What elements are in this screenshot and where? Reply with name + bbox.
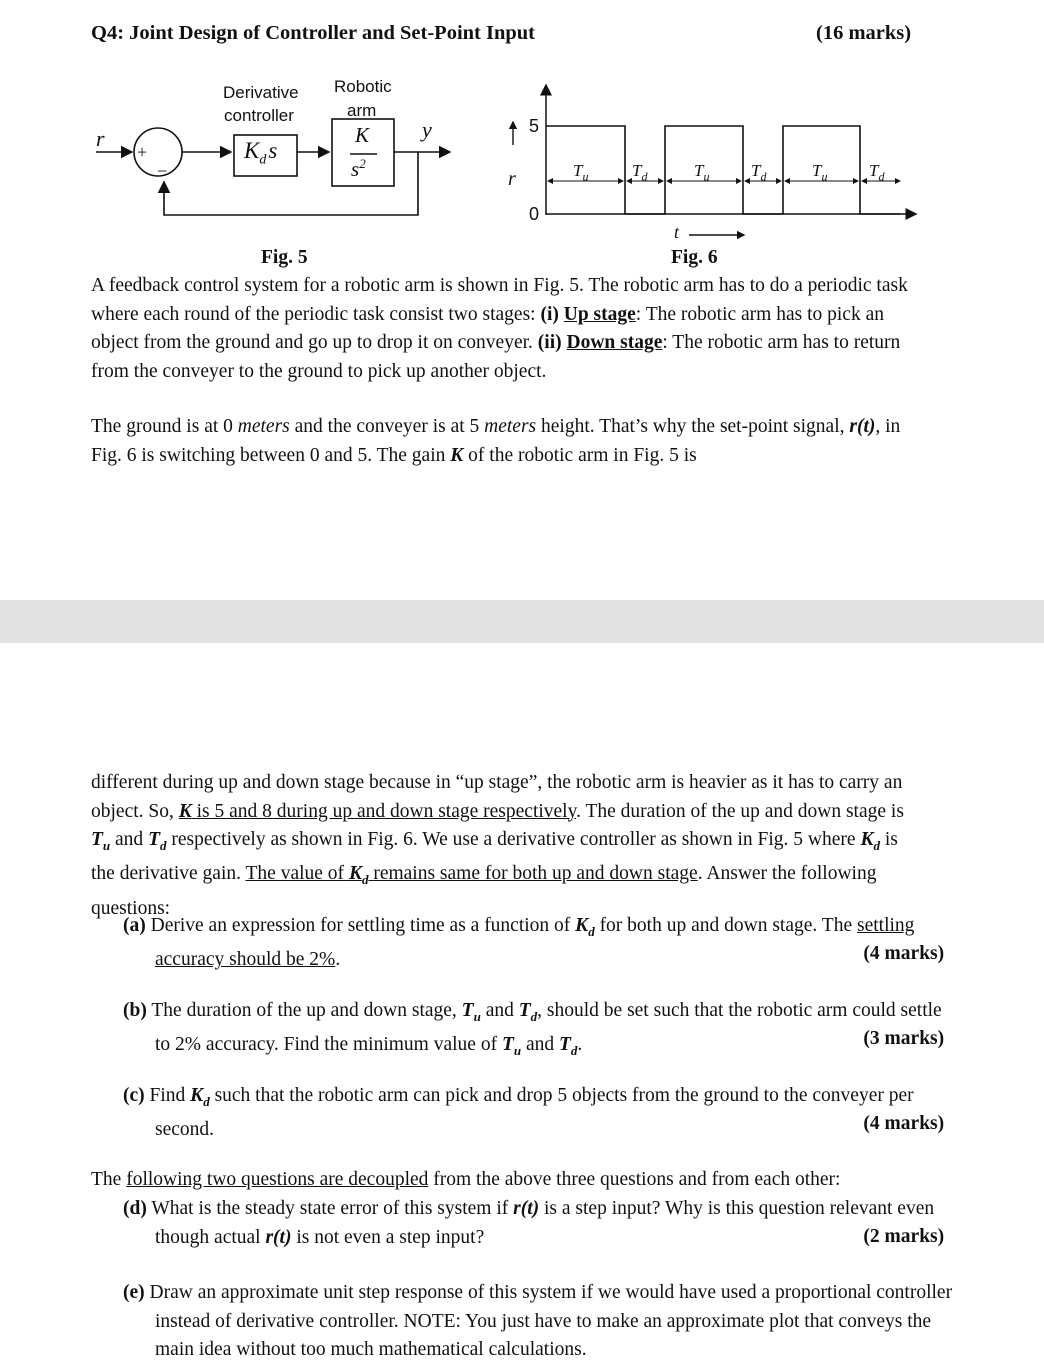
total-marks: (16 marks) (816, 22, 912, 44)
controller-gain: $K_ds$ (244, 138, 278, 168)
question-b: (b) The duration of the up and down stage, $T_u$ and $T_d$, should be set such that the robotic arm could settle to 2% accuracy. Find the minimum value of $T_u$ and $T_d$. (3 marks) (123, 997, 955, 1066)
fig6-caption: Fig. 6 (671, 247, 718, 268)
question-c: (c) Find $K_d$ such that the robotic arm can pick and drop 5 objects from the ground to the conveyer per second. (4 marks) (123, 1082, 955, 1145)
question-a: (a) Derive an expression for settling time as a function of $K_d$ for both up and down stage. The settling accuracy should be 2%. (4 marks) (123, 912, 955, 975)
interval-label: $T_u$ (573, 161, 589, 184)
y-tick-5: 5 (529, 116, 540, 136)
y-tick-0: 0 (529, 204, 540, 224)
arm-label-2: arm (347, 101, 377, 120)
setpoint-waveform (546, 126, 900, 214)
controller-label-2: controller (224, 106, 294, 125)
intro-paragraph: A feedback control system for a robotic arm is shown in Fig. 5. The robotic arm has to do a periodic task where each round of the periodic task consist two stages: (i) Up stage: The robotic arm has to pick an object from the ground and go up to drop it on conveyer. (ii) Down stage: The robotic arm has to return from the conveyer to the ground to pick up another object. (91, 275, 908, 382)
setpoint-paragraph: The ground is at 0 meters and the conveyer is at 5 meters height. That’s why the set-point signal, r(t), in Fig. 6 is switching between 0 and 5. The gain K of the robotic arm in Fig. 5 is (91, 416, 901, 466)
arm-numerator: K (355, 123, 370, 147)
interval-label: $T_d$ (751, 161, 767, 184)
fig6-r-label: r (508, 168, 516, 190)
fig6-t-label: t (674, 222, 680, 242)
output-y-label: y (422, 117, 432, 142)
arm-label-1: Robotic (334, 77, 392, 96)
controller-label-1: Derivative (223, 83, 299, 102)
question-e: (e) Draw an approximate unit step response of this system if we would have used a proportional controller instead of derivative controller. NOTE: You just have to make an approximate plot that conveys the main idea without too much mathematical calculations. (123, 1282, 953, 1360)
plus-sign: + (137, 142, 148, 162)
decoupled-note: The following two questions are decoupled from the above three questions and from each other: (91, 1169, 841, 1190)
minus-sign: − (157, 161, 168, 181)
gain-paragraph: different during up and down stage because in “up stage”, the robotic arm is heavier as it has to carry an object. So, K is 5 and 8 during up and down stage respectively. The duration of the up and down stage is $T_u$ and $T_d$ respectively as shown in Fig. 6. We use a derivative controller as shown in Fig. 5 where $K_d$ is the derivative gain. The value of $K_d$ remains same for both up and down stage. Answer the following questions: (91, 772, 904, 919)
arm-denominator: $s^2$ (351, 156, 366, 181)
feedback-path (164, 152, 418, 215)
fig6-square-wave (500, 75, 930, 250)
interval-label: $T_u$ (694, 161, 710, 184)
marks-d: (2 marks) (863, 1226, 945, 1247)
marks-b: (3 marks) (863, 1028, 945, 1049)
interval-label: $T_d$ (869, 161, 885, 184)
question-title: Q4: Joint Design of Controller and Set-Point Input (91, 22, 536, 44)
question-d: (d) What is the steady state error of this system if r(t) is a step input? Why is this question relevant even though actual r(t) is not even a step input? (2 marks) (123, 1195, 955, 1252)
input-r-label: r (96, 126, 105, 151)
marks-a: (4 marks) (863, 943, 945, 964)
interval-label: $T_u$ (812, 161, 828, 184)
marks-c: (4 marks) (863, 1113, 945, 1134)
interval-label: $T_d$ (632, 161, 648, 184)
page-break-band (0, 600, 1044, 643)
fig5-caption: Fig. 5 (261, 247, 308, 268)
